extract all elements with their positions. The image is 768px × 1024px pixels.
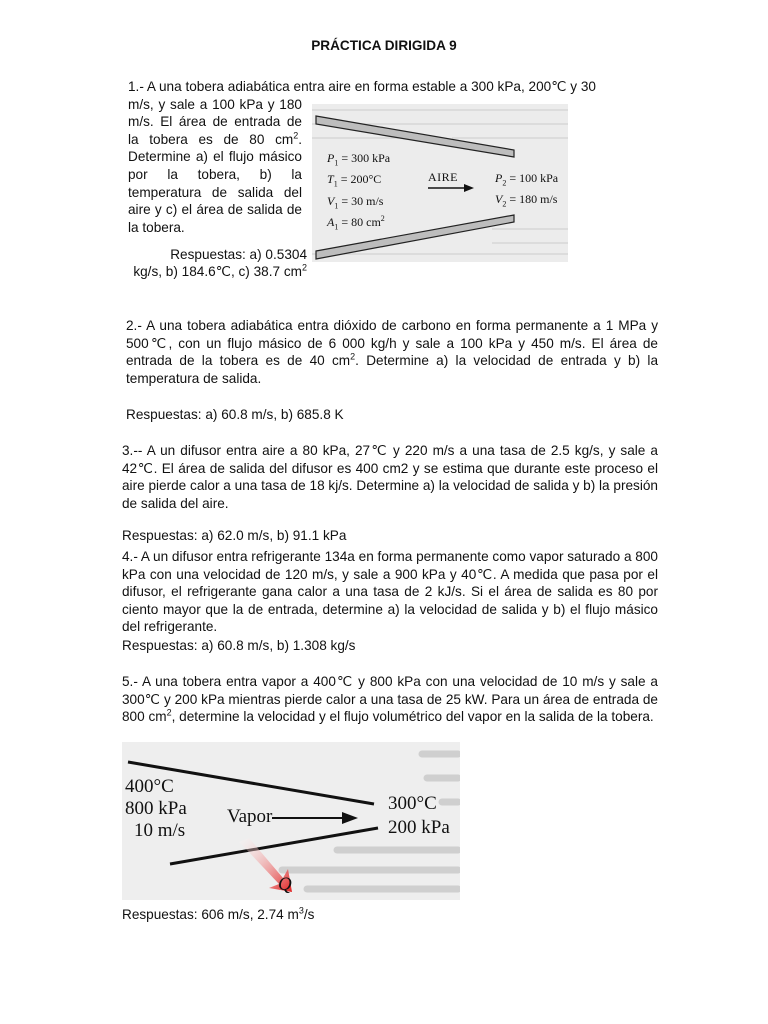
problem-1-text [128,96,302,237]
problem-2-answer: Respuestas: a) 60.8 m/s, b) 685.8 K [126,407,344,422]
outlet-velocity-label: $V_2 = 180$ m/s [495,192,558,209]
steam-inlet-temperature: 400°C [125,776,174,797]
problem-5-answer-before: Respuestas: 606 m/s, 2.74 m [122,907,299,922]
problem-5-sup: 2 [166,707,172,718]
problem-3-text: 3.-- A un difusor entra aire a 80 kPa, 27℃ y 220 m/s a una tasa de 2.5 kg/s, y sale a 42℃. El área de salida del difusor es 400 cm2 y se estima que durante este proceso el aire pierde calor a una tasa de 18 kj/s. Determine a) la velocidad de salida y b) la presión de salida del aire. [122,443,658,511]
steam-nozzle-lower-wall [170,828,378,864]
steam-outlet-pressure: 200 kPa [388,817,450,838]
steam-outlet-conditions [388,792,450,840]
problem-1-text-after: . Determine a) el flujo másico por la tobera, b) la temperatura de salida del aire y c) el área de salida de la tobera. [128,131,302,235]
problem-5-answer-after: /s [303,907,315,922]
problem-2-text-after: . Determine a) la velocidad de entrada y b) la temperatura de salida. [126,353,659,386]
inlet-temperature-label: $T_1 = 200^\circ C$ [327,172,382,189]
heat-label: Q [278,874,292,895]
problem-5-answer-sup: 3 [298,905,304,916]
outlet-conditions [495,170,558,213]
problem-3-answer: Respuestas: a) 62.0 m/s, b) 91.1 kPa [122,528,347,543]
page-title: PRÁCTICA DIRIGIDA 9 [311,38,457,53]
nozzle-figure [312,104,568,262]
problem-4-text: 4.- A un difusor entra refrigerante 134a en forma permanente como vapor saturado a 800 kPa con una velocidad de 120 m/s, y sale a 900 kPa y 40℃. A medida que pasa por el difusor, el refrigerante gana calor a una tasa de 2 kJ/s. Si el área de salida es 80 por ciento mayor que la de entrada, determine a) la velocidad de salida y b) el flujo másico del refrigerante. [122,549,658,635]
problem-4-answer: Respuestas: a) 60.8 m/s, b) 1.308 kg/s [122,638,356,653]
inlet-velocity-label: $V_1 = 30$ m/s [327,193,384,211]
problem-5-text-before: 5.- A una tobera entra vapor a 400℃ y 800 kPa con una velocidad de 10 m/s y sale a 300℃ y 200 kPa mientras pierde calor a una tasa de 25 kW. Para un área de entrada de 800 cm [122,674,658,725]
problem-5-answer [122,906,522,924]
flow-label: AIRE [428,170,458,184]
vapor-arrow-head [342,812,358,824]
steam-nozzle-figure [122,742,460,900]
problem-1-answer-line-2 [100,263,307,281]
flow-arrow-head [464,184,474,192]
problem-5-text [122,673,658,726]
inlet-pressure-label: $P_1 = 300$ kPa [327,151,391,168]
inlet-area-label: $A_1 = 80$ $cm^2$ [327,214,385,232]
problem-5-text-after: , determine la velocidad y el flujo volumétrico del vapor en la salida de la tobera. [171,709,654,725]
problem-1-answer-line-1: Respuestas: a) 0.5304 [170,247,307,262]
inlet-conditions [327,150,390,236]
steam-inlet-conditions [125,776,187,842]
steam-inlet-velocity: 10 m/s [134,820,186,841]
problem-1-answer-sup: 2 [301,262,307,273]
problem-1-line-1: 1.- A una tobera adiabática entra aire en forma estable a 300 kPa, 200℃ y 30 [128,79,596,94]
steam-outlet-temperature: 300°C [388,793,437,814]
problem-1-answer-text: kg/s, b) 184.6℃, c) 38.7 cm [133,264,302,279]
problem-1-text-before: m/s, y sale a 100 kPa y 180 m/s. El área de entrada de la tobera es de 80 cm [128,96,302,147]
problem-1-sup: 2 [293,130,299,141]
problem-2-sup: 2 [350,351,356,362]
problem-2-text [126,317,658,387]
outlet-pressure-label: $P_2 = 100$ kPa [495,171,559,188]
steam-flow-label: Vapor [227,806,273,827]
steam-inlet-pressure: 800 kPa [125,798,187,819]
problem-2-text-before: 2.- A una tobera adiabática entra dióxido de carbono en forma permanente a 1 MPa y 500℃, con un flujo másico de 6 000 kg/h y sale a 100 kPa y 450 m/s. El área de entrada de la tobera es de 40 cm [126,318,658,369]
